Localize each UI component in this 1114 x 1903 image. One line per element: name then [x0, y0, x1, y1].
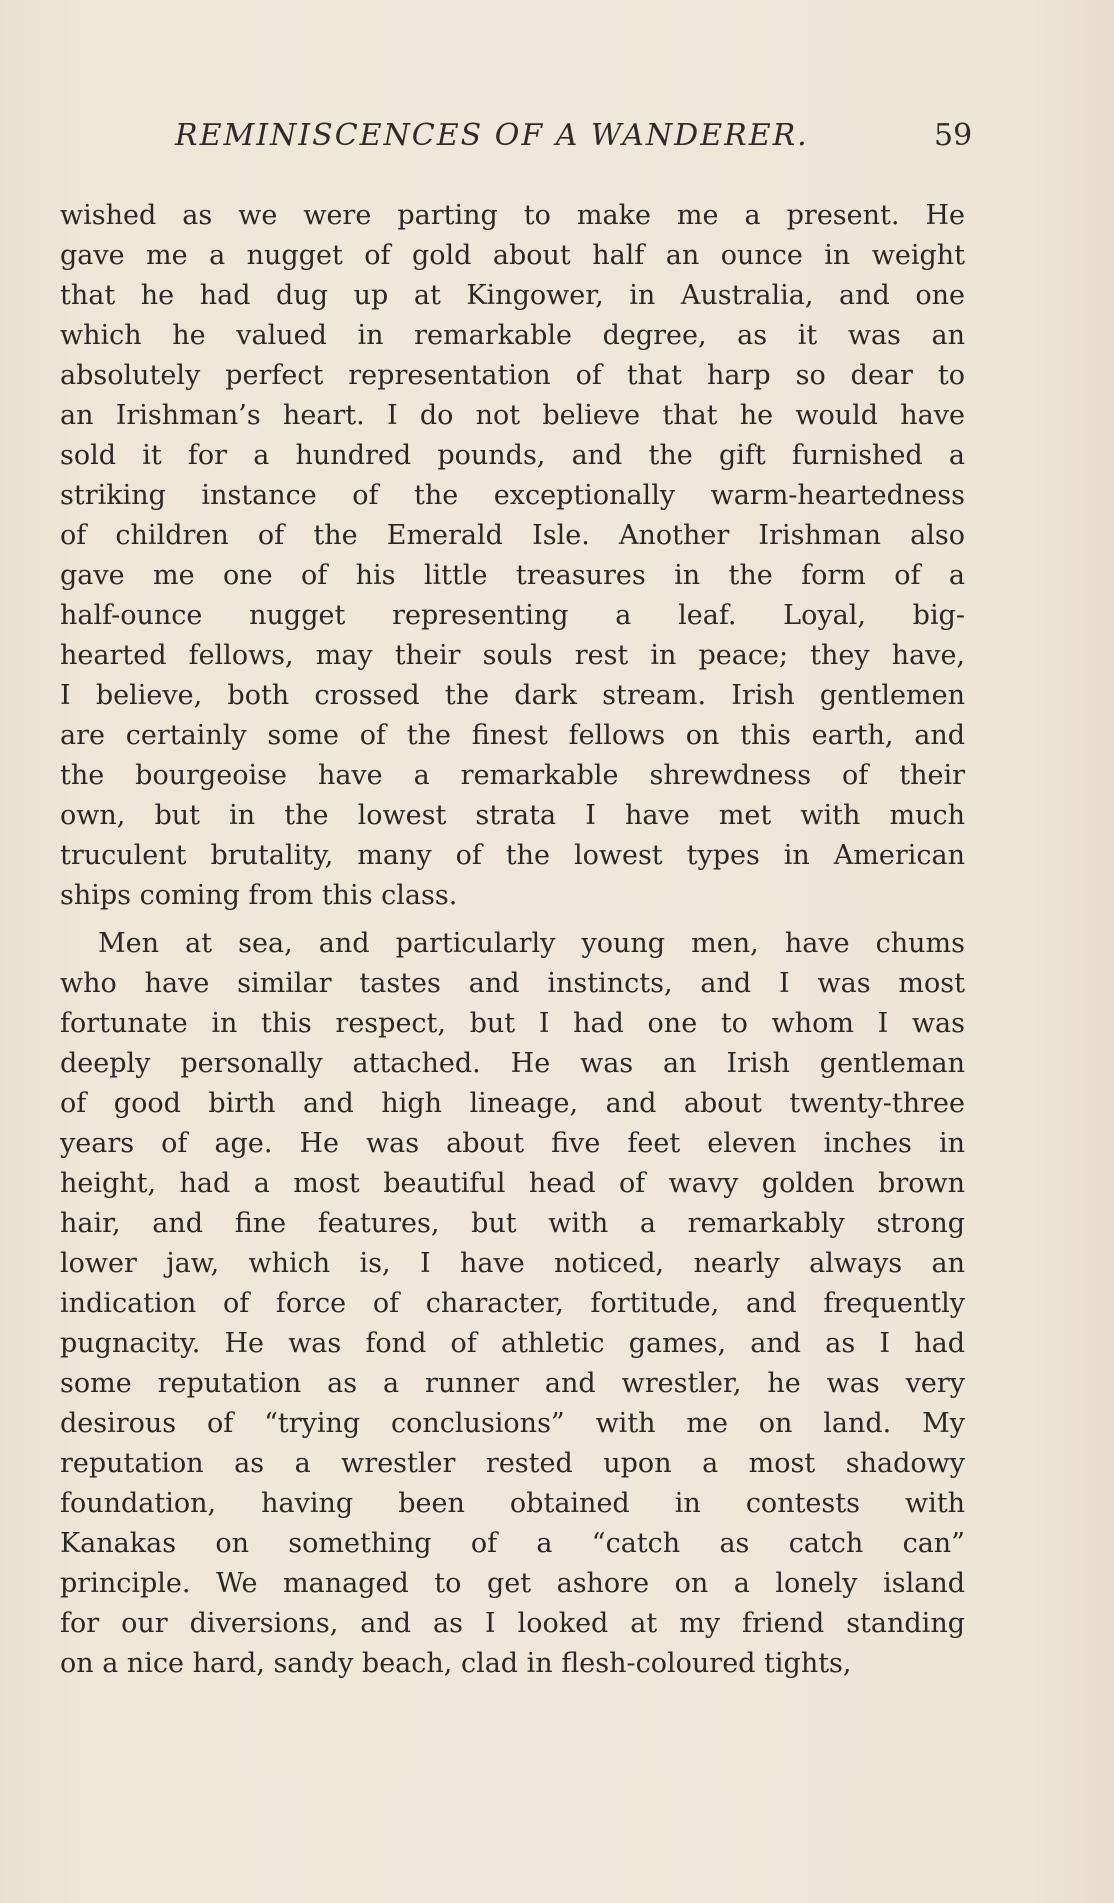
text-line: foundation, having been obtained in contests with — [60, 1488, 965, 1519]
text-line: of good birth and high lineage, and about twenty-three — [60, 1088, 965, 1119]
text-line: years of age. He was about five feet eleven inches in — [60, 1128, 965, 1159]
text-line: deeply personally attached. He was an Irish gentleman — [60, 1048, 965, 1079]
text-line: indication of force of character, fortitude, and frequently — [60, 1288, 965, 1319]
running-head — [0, 118, 1114, 168]
paragraph-gap — [60, 916, 965, 924]
paragraph — [60, 196, 965, 916]
text-line: pugnacity. He was fond of athletic games, and as I had — [60, 1328, 965, 1359]
text-line: desirous of “trying conclusions” with me on land. My — [60, 1408, 965, 1439]
text-line: gave me a nugget of gold about half an ounce in weight — [60, 240, 965, 271]
text-line: some reputation as a runner and wrestler, he was very — [60, 1368, 965, 1399]
text-line: of children of the Emerald Isle. Another Irishman also — [60, 520, 965, 551]
text-line: for our diversions, and as I looked at my friend standing — [60, 1608, 965, 1639]
text-line: truculent brutality, many of the lowest types in American — [60, 840, 965, 871]
text-line: principle. We managed to get ashore on a lonely island — [60, 1568, 965, 1599]
text-line: that he had dug up at Kingower, in Australia, and one — [60, 280, 965, 311]
text-line: ships coming from this class. — [60, 880, 458, 911]
text-line: gave me one of his little treasures in the form of a — [60, 560, 965, 591]
text-line: lower jaw, which is, I have noticed, nearly always an — [60, 1248, 965, 1279]
text-line: on a nice hard, sandy beach, clad in flesh-coloured tights, — [60, 1648, 852, 1679]
text-line: own, but in the lowest strata I have met with much — [60, 800, 965, 831]
text-line: absolutely perfect representation of that harp so dear to — [60, 360, 965, 391]
page-number: 59 — [934, 118, 973, 153]
text-line: reputation as a wrestler rested upon a most shadowy — [60, 1448, 965, 1479]
text-line: half-ounce nugget representing a leaf. Loyal, big- — [60, 600, 965, 631]
text-line: I believe, both crossed the dark stream. Irish gentlemen — [60, 680, 965, 711]
text-line: height, had a most beautiful head of wavy golden brown — [60, 1168, 965, 1199]
text-line: hearted fellows, may their souls rest in peace; they have, — [60, 640, 965, 671]
text-line: striking instance of the exceptionally warm-heartedness — [60, 480, 965, 511]
text-line: are certainly some of the finest fellows on this earth, and — [60, 720, 965, 751]
text-line: which he valued in remarkable degree, as it was an — [60, 320, 965, 351]
text-line: fortunate in this respect, but I had one to whom I was — [60, 1008, 965, 1039]
text-line: sold it for a hundred pounds, and the gift furnished a — [60, 440, 965, 471]
text-line: an Irishman’s heart. I do not believe that he would have — [60, 400, 965, 431]
body-text — [60, 196, 965, 1684]
text-line: the bourgeoise have a remarkable shrewdness of their — [60, 760, 965, 791]
text-line: wished as we were parting to make me a present. He — [60, 200, 965, 231]
text-line: Kanakas on something of a “catch as catch can” — [60, 1528, 965, 1559]
text-line: Men at sea, and particularly young men, have chums — [98, 928, 965, 959]
text-line: who have similar tastes and instincts, and I was most — [60, 968, 965, 999]
text-line: hair, and fine features, but with a remarkably strong — [60, 1208, 965, 1239]
paragraph — [60, 924, 965, 1684]
running-title: REMINISCENCES OF A WANDERER. — [175, 118, 809, 153]
